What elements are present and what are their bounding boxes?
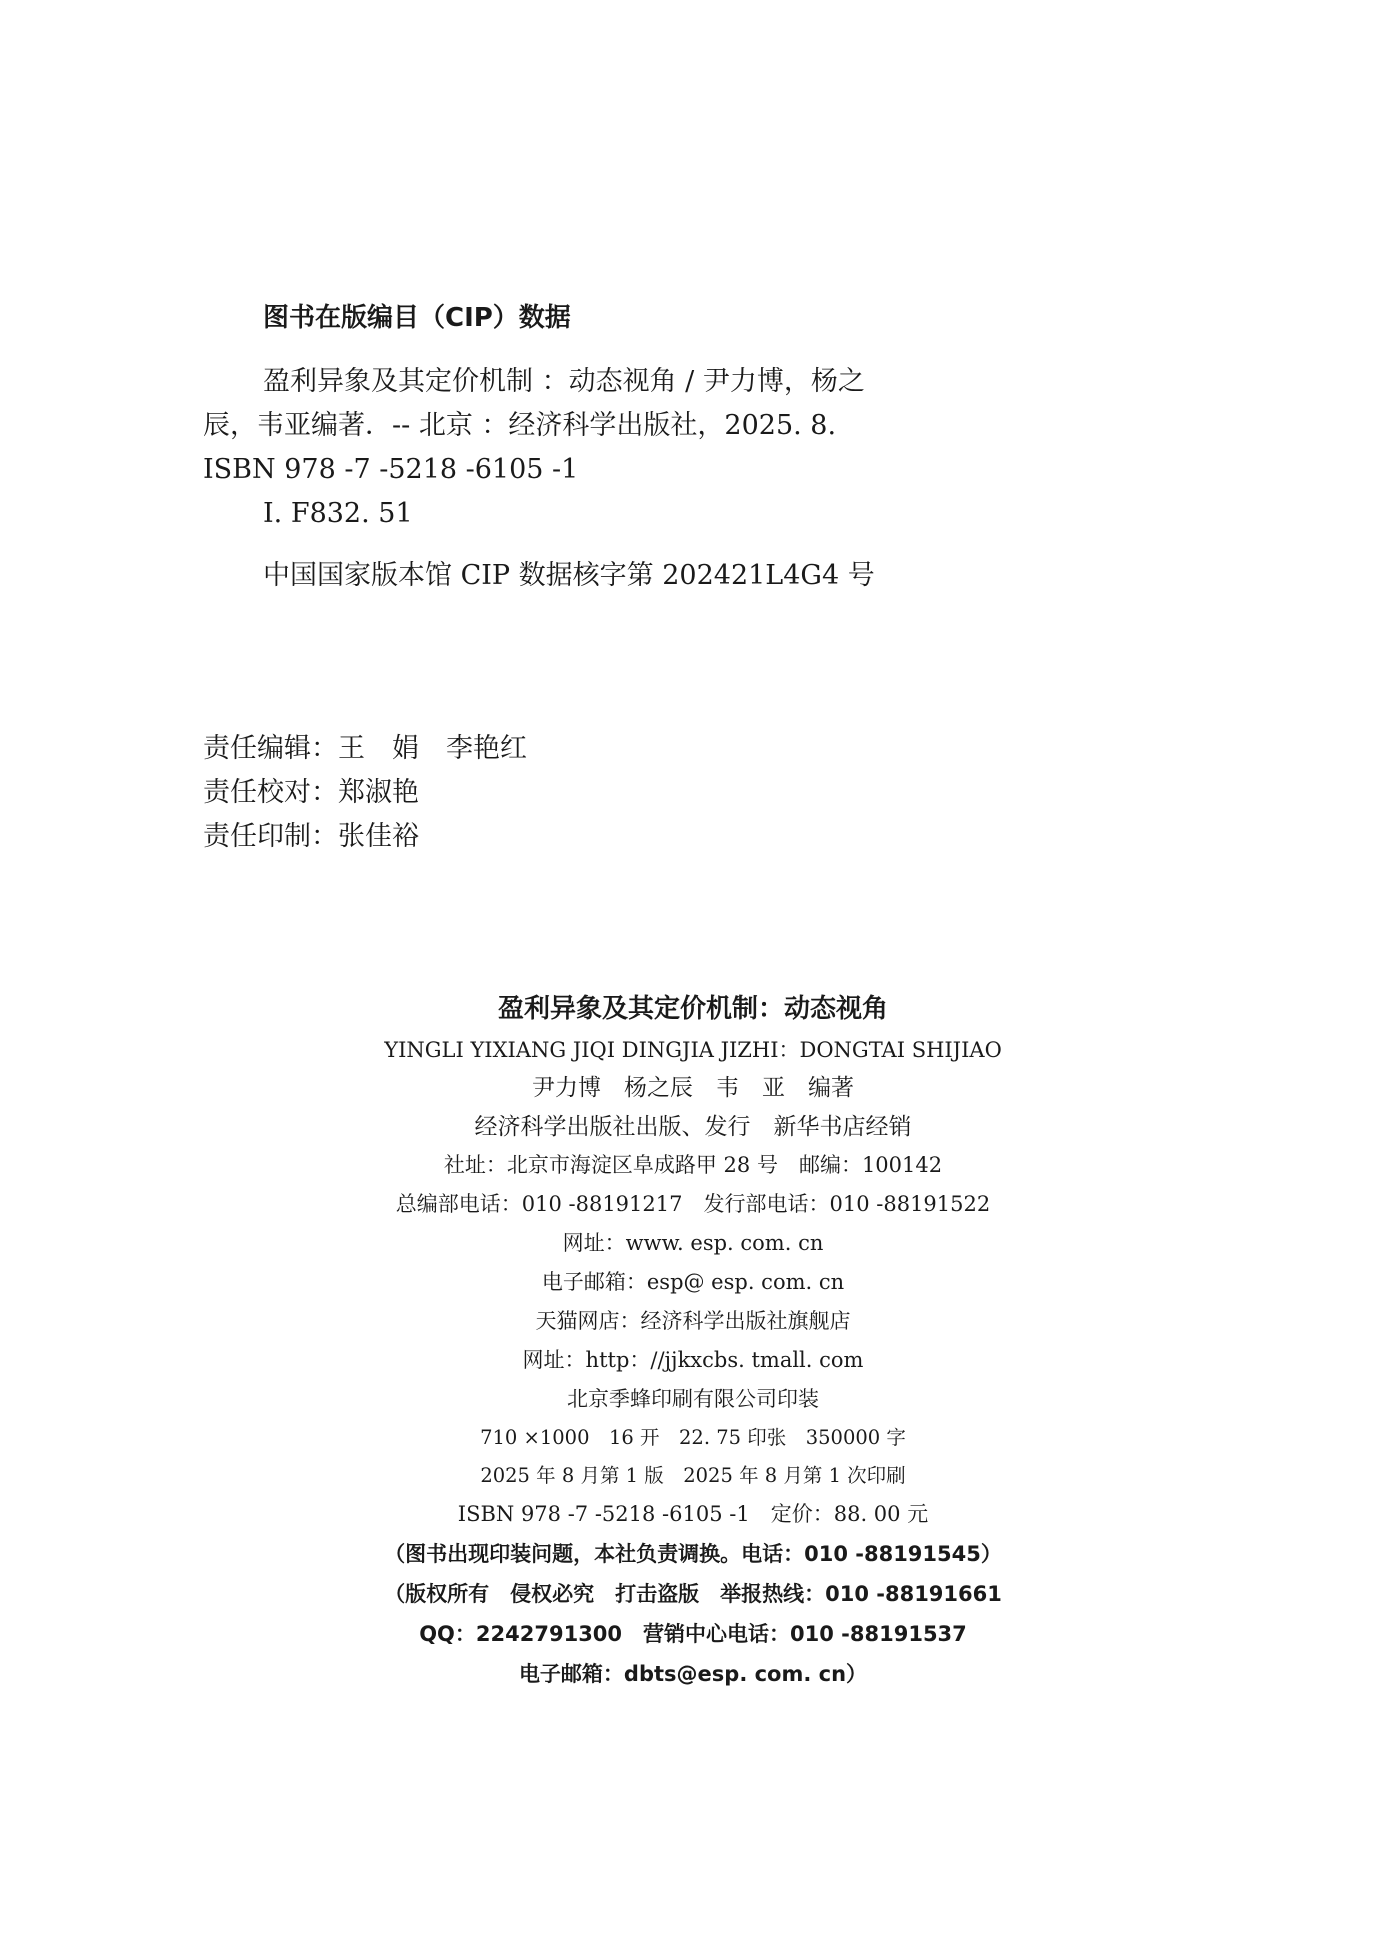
publisher-line: 经济科学出版社出版、发行 新华书店经销 [474, 1114, 912, 1140]
tmall-url: 网址：http：//jjkxcbs. tmall. com [522, 1348, 864, 1372]
notice-qq-marketing: QQ：2242791300 营销中心电话：010 -88191537 [419, 1622, 967, 1646]
publisher-email: 电子邮箱：esp@ esp. com. cn [541, 1270, 845, 1294]
publisher-phones: 总编部电话：010 -88191217 发行部电话：010 -88191522 [395, 1192, 991, 1216]
printer: 北京季蜂印刷有限公司印装 [567, 1387, 819, 1411]
notice-replacement: （图书出现印装问题，本社负责调换。电话：010 -88191545） [384, 1542, 1002, 1566]
isbn-price: ISBN 978 -7 -5218 -6105 -1 定价：88. 00 元 [457, 1502, 929, 1526]
book-title-pinyin: YINGLI YIXIANG JIQI DINGJIA JIZHI：DONGTAI SHIJIAO [384, 1038, 1002, 1062]
responsible-editor: 责任编辑：王 娟 李艳红 [203, 733, 527, 764]
cip-entry-line-1: 盈利异象及其定价机制 ：动态视角 / 尹力博，杨之 [263, 366, 865, 397]
authors: 尹力博 杨之辰 韦 亚 编著 [532, 1075, 854, 1101]
book-specs: 710 ×1000 16 开 22. 75 印张 350000 字 [480, 1426, 906, 1449]
responsible-printing: 责任印制：张佳裕 [203, 821, 419, 852]
cip-classification: Ⅰ. F832. 51 [263, 498, 413, 529]
cip-heading: 图书在版编目（CIP）数据 [263, 303, 571, 333]
cip-isbn: ISBN 978 -7 -5218 -6105 -1 [203, 454, 579, 485]
notice-copyright: （版权所有 侵权必究 打击盗版 举报热线：010 -88191661 [384, 1582, 1002, 1606]
publisher-address: 社址：北京市海淀区阜成路甲 28 号 邮编：100142 [443, 1153, 943, 1177]
edition-info: 2025 年 8 月第 1 版 2025 年 8 月第 1 次印刷 [480, 1464, 906, 1487]
tmall-store: 天猫网店：经济科学出版社旗舰店 [535, 1309, 851, 1333]
responsible-proofreader: 责任校对：郑淑艳 [203, 777, 419, 808]
cip-verification: 中国国家版本馆 CIP 数据核字第 202421L4G4 号 [263, 560, 875, 591]
cip-entry-line-2: 辰，韦亚编著．-- 北京 ：经济科学出版社，2025. 8. [203, 410, 837, 441]
notice-email: 电子邮箱：dbts@esp. com. cn） [518, 1662, 868, 1686]
publisher-website: 网址：www. esp. com. cn [562, 1231, 824, 1255]
book-title-cn: 盈利异象及其定价机制：动态视角 [497, 994, 888, 1024]
